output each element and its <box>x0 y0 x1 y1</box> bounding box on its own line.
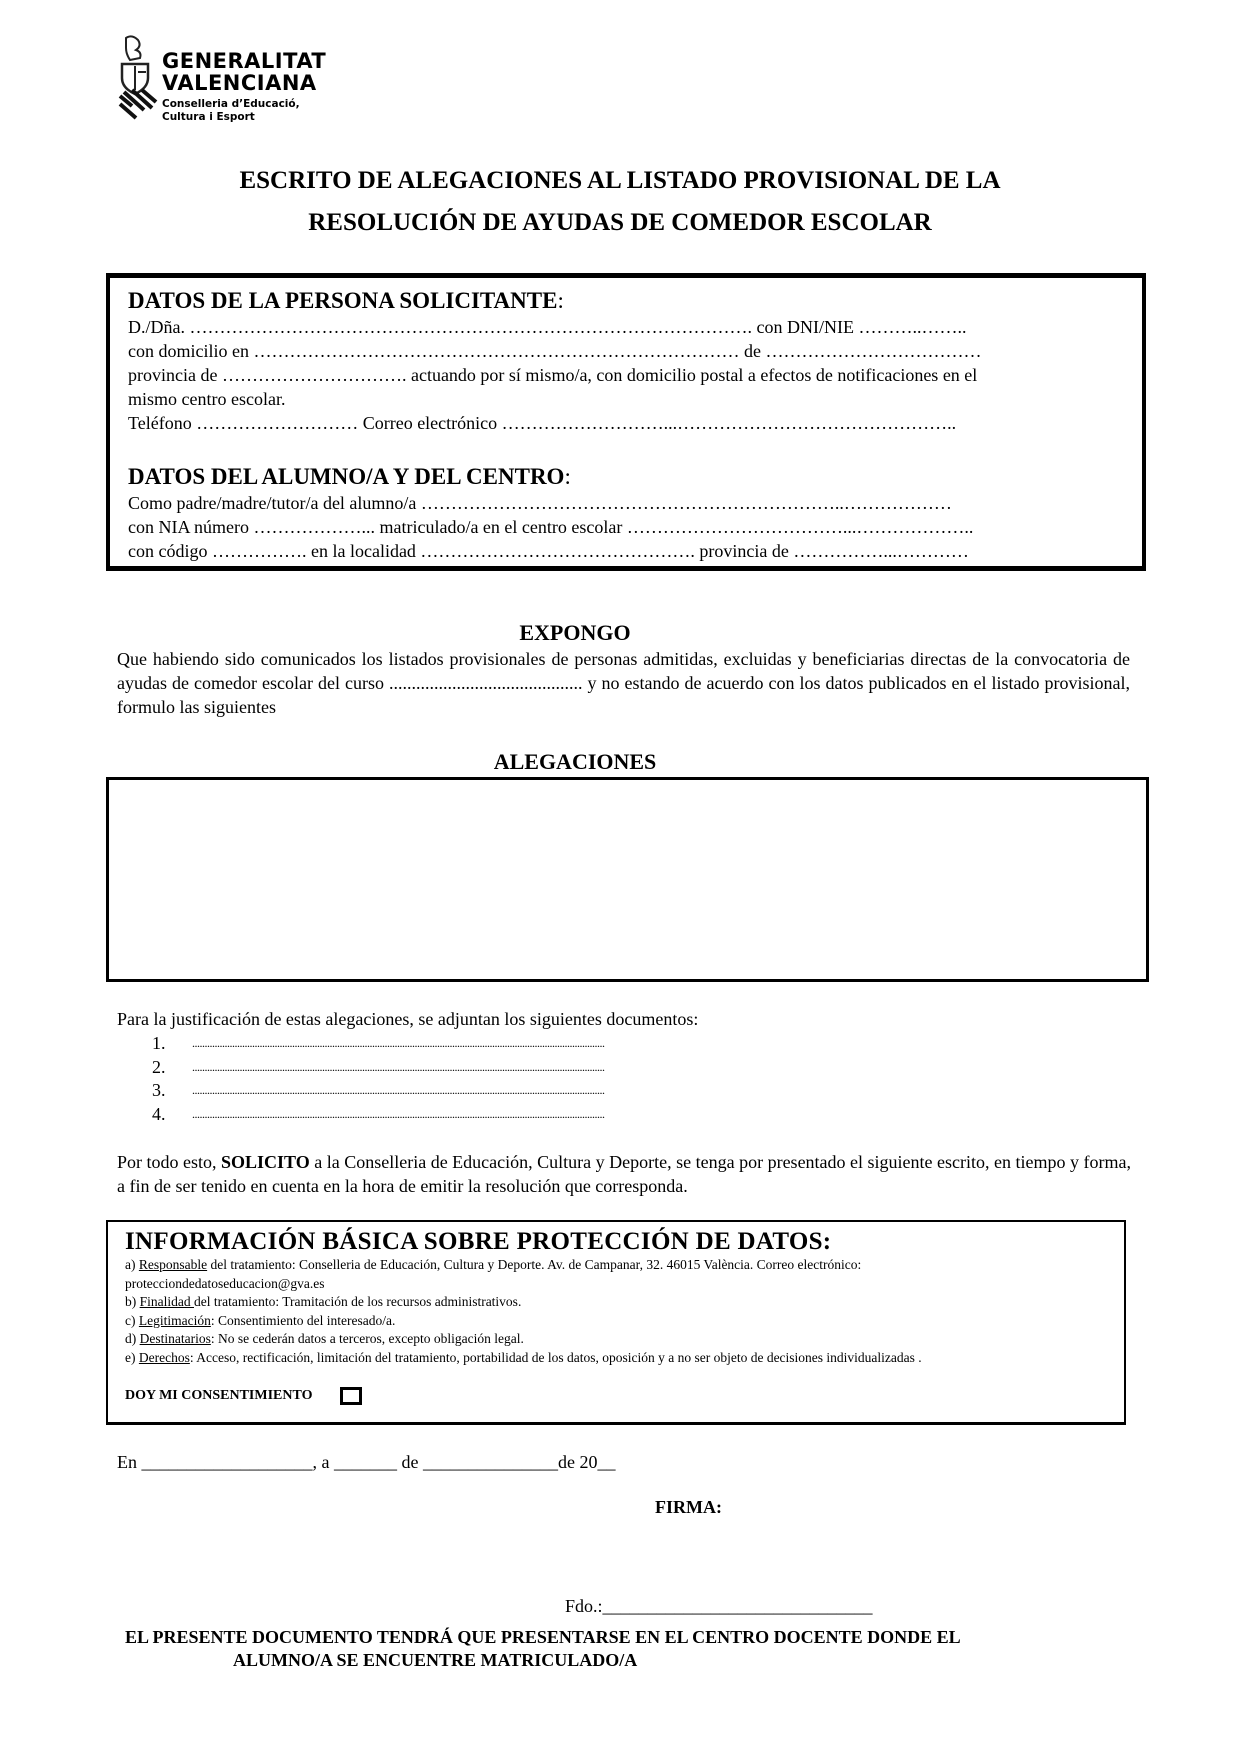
data-protection-item: b) Finalidad del tratamiento: Tramitación de los recursos administrativos. <box>125 1294 522 1309</box>
applicant-province-line-cont: mismo centro escolar. <box>128 389 286 409</box>
documents-list <box>152 1032 605 1126</box>
footer-line2: ALUMNO/A SE ENCUENTRE MATRICULADO/A <box>233 1650 638 1670</box>
student-nia-line[interactable]: con NIA número ………………... matriculado/a en el centro escolar ………………………………...……………….. <box>128 517 974 537</box>
generalitat-logo <box>118 34 327 134</box>
logo-dept-line1: Conselleria d’Educació, <box>162 98 300 110</box>
place-date-line[interactable]: En ___________________, a _______ de _______________de 20__ <box>117 1452 616 1472</box>
document-item <box>152 1056 605 1080</box>
data-protection-item: e) Derechos: Acceso, rectificación, limitación del tratamiento, portabilidad de los datos, oposición y a no ser objeto de decisiones individualizadas . <box>125 1349 922 1365</box>
applicant-student-box <box>106 273 1146 571</box>
data-protection-item: d) Destinatarios: No se cederán datos a terceros, excepto obligación legal. <box>125 1331 524 1346</box>
solicito-keyword: SOLICITO <box>221 1152 310 1172</box>
applicant-name-line[interactable]: D./Dña. …………………………………………………………………………………. con DNI/NIE ………..…….. <box>128 317 967 337</box>
firma-label: FIRMA: <box>655 1497 722 1517</box>
student-heading: DATOS DEL ALUMNO/A Y DEL CENTRO: <box>128 464 571 489</box>
student-school-code-line[interactable]: con código ……………. en la localidad ………………………………………. provincia de ……………...………… <box>128 541 969 561</box>
document-field[interactable]: ..................................................................................................................................................................... <box>192 1059 605 1074</box>
document-field[interactable]: ..................................................................................................................................................................... <box>192 1106 605 1121</box>
alegaciones-heading: ALEGACIONES <box>493 749 657 774</box>
title-line2: RESOLUCIÓN DE AYUDAS DE COMEDOR ESCOLAR <box>308 209 932 236</box>
expongo-text: Que habiendo sido comunicados los listados provisionales de personas admitidas, excluidas y beneficiarias directas de la convocatoria de ayudas de comedor escolar del curso ........................................... y no estando de acuerdo con los datos publicados en el listado provisional, formulo las siguientes <box>117 649 1130 717</box>
signature-line[interactable]: Fdo.:______________________________ <box>565 1596 873 1616</box>
coat-of-arms-icon <box>118 34 158 124</box>
document-item <box>152 1079 605 1103</box>
footer-line1: EL PRESENTE DOCUMENTO TENDRÁ QUE PRESENTARSE EN EL CENTRO DOCENTE DONDE EL <box>125 1627 961 1647</box>
document-title <box>140 160 1100 244</box>
footer-notice <box>125 1626 1125 1672</box>
document-field[interactable]: ..................................................................................................................................................................... <box>192 1083 605 1097</box>
title-line1: ESCRITO DE ALEGACIONES AL LISTADO PROVISIONAL DE LA <box>239 167 1001 194</box>
solicito-paragraph: Por todo esto, SOLICITO a la Conselleria de Educación, Cultura y Deporte, se tenga por presentado el siguiente escrito, en tiempo y forma, a fin de ser tenido en cuenta en la hora de emitir la resolución que corresponda. <box>117 1152 1131 1196</box>
applicant-heading: DATOS DE LA PERSONA SOLICITANTE: <box>128 288 564 313</box>
document-number: 2. <box>152 1056 166 1077</box>
data-protection-item: c) Legitimación: Consentimiento del interesado/a. <box>125 1312 396 1328</box>
data-protection-email: protecciondedatoseducacion@gva.es <box>125 1275 325 1291</box>
document-field[interactable]: ..................................................................................................................................................................... <box>192 1036 605 1050</box>
document-item <box>152 1032 605 1056</box>
documents-intro: Para la justificación de estas alegaciones, se adjuntan los siguientes documentos: <box>117 1009 699 1029</box>
document-number: 3. <box>152 1080 166 1100</box>
alegaciones-textbox[interactable] <box>106 777 1149 982</box>
document-number: 4. <box>152 1103 166 1124</box>
data-protection-box <box>106 1220 1126 1425</box>
student-name-line[interactable]: Como padre/madre/tutor/a del alumno/a ……………………………………………………………..……………… <box>128 493 952 513</box>
document-item <box>152 1103 605 1127</box>
logo-dept-line2: Cultura i Esport <box>162 111 255 123</box>
applicant-address-line[interactable]: con domicilio en ……………………………………………………………………… de ……………………………… <box>128 341 982 361</box>
consent-row <box>125 1387 362 1405</box>
applicant-contact-line[interactable]: Teléfono ……………………… Correo electrónico ………………………...……………………………………….. <box>128 413 957 433</box>
logo-name-line1: GENERALITAT <box>162 49 327 73</box>
consent-checkbox[interactable] <box>340 1387 362 1405</box>
data-protection-item: a) Responsable del tratamiento: Conselleria de Educación, Cultura y Deporte. Av. de Campanar, 32. 46015 València. Correo electrónico: <box>125 1257 862 1272</box>
data-protection-title: INFORMACIÓN BÁSICA SOBRE PROTECCIÓN DE DATOS: <box>125 1228 832 1255</box>
expongo-heading: EXPONGO <box>519 620 631 645</box>
logo-name-line2: VALENCIANA <box>162 71 317 95</box>
document-number: 1. <box>152 1033 166 1053</box>
consent-label: DOY MI CONSENTIMIENTO <box>125 1388 313 1403</box>
applicant-province-line[interactable]: provincia de …………………………. actuando por sí mismo/a, con domicilio postal a efectos de notificaciones en el <box>128 365 978 385</box>
